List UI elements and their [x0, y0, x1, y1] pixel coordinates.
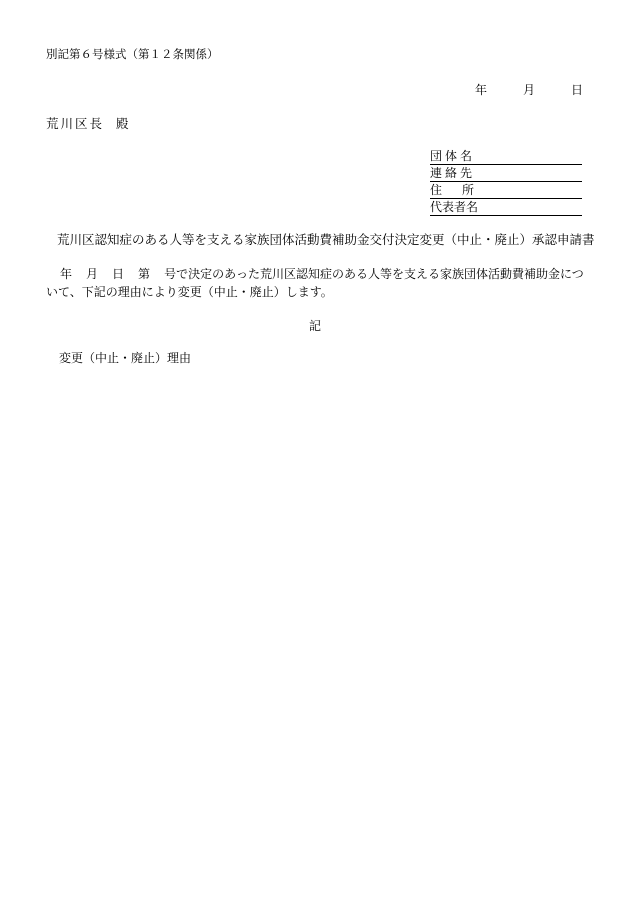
body-day-label: 日	[112, 267, 125, 281]
body-paragraph	[46, 265, 586, 301]
change-reason-label: 変更（中止・廃止）理由	[59, 351, 192, 365]
addressee-title: 荒川区長	[46, 116, 105, 131]
date-day-label: 日	[571, 83, 584, 97]
document-title: 荒川区認知症のある人等を支える家族団体活動費補助金交付決定変更（中止・廃止）承認申請書	[57, 232, 595, 247]
body-dai-label: 第	[138, 267, 151, 281]
body-main-text: 号で決定のあった荒川区認知症のある人等を支える家族団体活動費補助金について、下記の理由により変更（中止・廃止）します。	[46, 267, 584, 299]
date-year-label: 年	[475, 83, 488, 97]
representative-label: 代表者名	[430, 200, 479, 214]
addressee	[46, 118, 129, 131]
addressee-honorific: 殿	[116, 116, 129, 131]
group-name-label: 団体名	[430, 149, 476, 163]
group-name-field	[430, 149, 582, 165]
contact-label: 連絡先	[430, 166, 476, 180]
application-date	[470, 84, 582, 98]
address-field	[430, 183, 582, 199]
body-year-label: 年	[60, 267, 73, 281]
body-month-label: 月	[86, 267, 99, 281]
address-label: 住所	[430, 183, 495, 197]
date-month-label: 月	[523, 83, 536, 97]
ki-heading: 記	[309, 319, 322, 333]
contact-field	[430, 166, 582, 182]
form-number-label: 別記第６号様式（第１２条関係）	[46, 47, 219, 61]
representative-field	[430, 200, 582, 216]
